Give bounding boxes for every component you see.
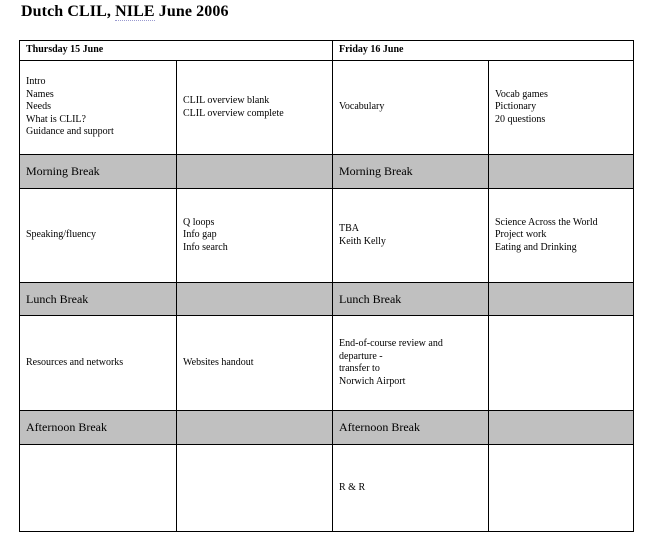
fri-lunch-break: Lunch Break: [333, 283, 489, 316]
fri-session3-main: [333, 316, 489, 411]
morning-break-row: [20, 155, 634, 189]
cell-line: Pictionary: [495, 101, 537, 113]
fri-session4-main: [333, 445, 489, 532]
cell-line: Vocabulary: [339, 101, 385, 113]
thu-session3-main: [20, 316, 177, 411]
cell-line: Speaking/fluency: [26, 229, 96, 241]
fri-session1-main: [333, 61, 489, 155]
cell-line: Names: [26, 88, 54, 100]
cell-line: Science Across the World: [495, 216, 598, 228]
thu-afternoon-break-empty: [177, 411, 333, 445]
cell-line: Q loops: [183, 216, 215, 228]
fri-session1-extra: [489, 61, 634, 155]
cell-line: Project work: [495, 229, 547, 241]
cell-line: Needs: [26, 101, 51, 113]
afternoon-break-row: [20, 411, 634, 445]
cell-line: Guidance and support: [26, 126, 114, 138]
cell-line: 20 questions: [495, 113, 546, 125]
thu-session1-extra: [177, 61, 333, 155]
fri-morning-break-empty: [489, 155, 634, 189]
cell-line: Eating and Drinking: [495, 241, 577, 253]
thu-session2-main: [20, 189, 177, 283]
title-nile: NILE: [115, 3, 155, 20]
document-title: [21, 3, 229, 21]
cell-line: Info search: [183, 241, 228, 253]
cell-line: TBA: [339, 223, 359, 234]
cell-line: What is CLIL?: [26, 113, 86, 125]
day-header-row: [20, 41, 634, 61]
fri-morning-break: Morning Break: [333, 155, 489, 189]
thu-session2-extra: [177, 189, 333, 283]
thu-lunch-break: Lunch Break: [20, 283, 177, 316]
thu-session3-extra: [177, 316, 333, 411]
fri-lunch-break-empty: [489, 283, 634, 316]
title-prefix: Dutch CLIL,: [21, 3, 116, 20]
thu-lunch-break-empty: [177, 283, 333, 316]
cell-line: departure -: [339, 350, 383, 362]
cell-line: CLIL overview blank: [183, 95, 270, 106]
thu-session4-extra: [177, 445, 333, 532]
fri-afternoon-break: Afternoon Break: [333, 411, 489, 445]
session-row-3: [20, 316, 634, 411]
lunch-break-row: [20, 283, 634, 316]
cell-line: Vocab games: [495, 88, 548, 100]
thu-morning-break-empty: [177, 155, 333, 189]
fri-session2-extra: [489, 189, 634, 283]
fri-session3-extra: [489, 316, 634, 411]
thu-session4-main: [20, 445, 177, 532]
session-row-2: [20, 189, 634, 283]
cell-line: Norwich Airport: [339, 375, 406, 387]
cell-line: Websites handout: [183, 356, 254, 368]
cell-line: transfer to: [339, 363, 380, 374]
fri-session4-extra: [489, 445, 634, 532]
schedule-table: [19, 40, 634, 532]
session-row-1: [20, 61, 634, 155]
cell-line: End-of-course review and: [339, 338, 443, 349]
cell-line: Resources and networks: [26, 356, 124, 368]
title-suffix: June 2006: [154, 3, 229, 20]
thu-session1-main: [20, 61, 177, 155]
thu-morning-break: Morning Break: [20, 155, 177, 189]
fri-session2-main: [333, 189, 489, 283]
thursday-header: Thursday 15 June: [20, 41, 333, 61]
cell-line: R & R: [339, 481, 366, 493]
session-row-4: [20, 445, 634, 532]
cell-line: Keith Kelly: [339, 235, 386, 247]
cell-line: Info gap: [183, 229, 217, 241]
fri-afternoon-break-empty: [489, 411, 634, 445]
cell-line: CLIL overview complete: [183, 107, 284, 119]
friday-header: Friday 16 June: [333, 41, 634, 61]
thu-afternoon-break: Afternoon Break: [20, 411, 177, 445]
cell-line: Intro: [26, 76, 46, 88]
